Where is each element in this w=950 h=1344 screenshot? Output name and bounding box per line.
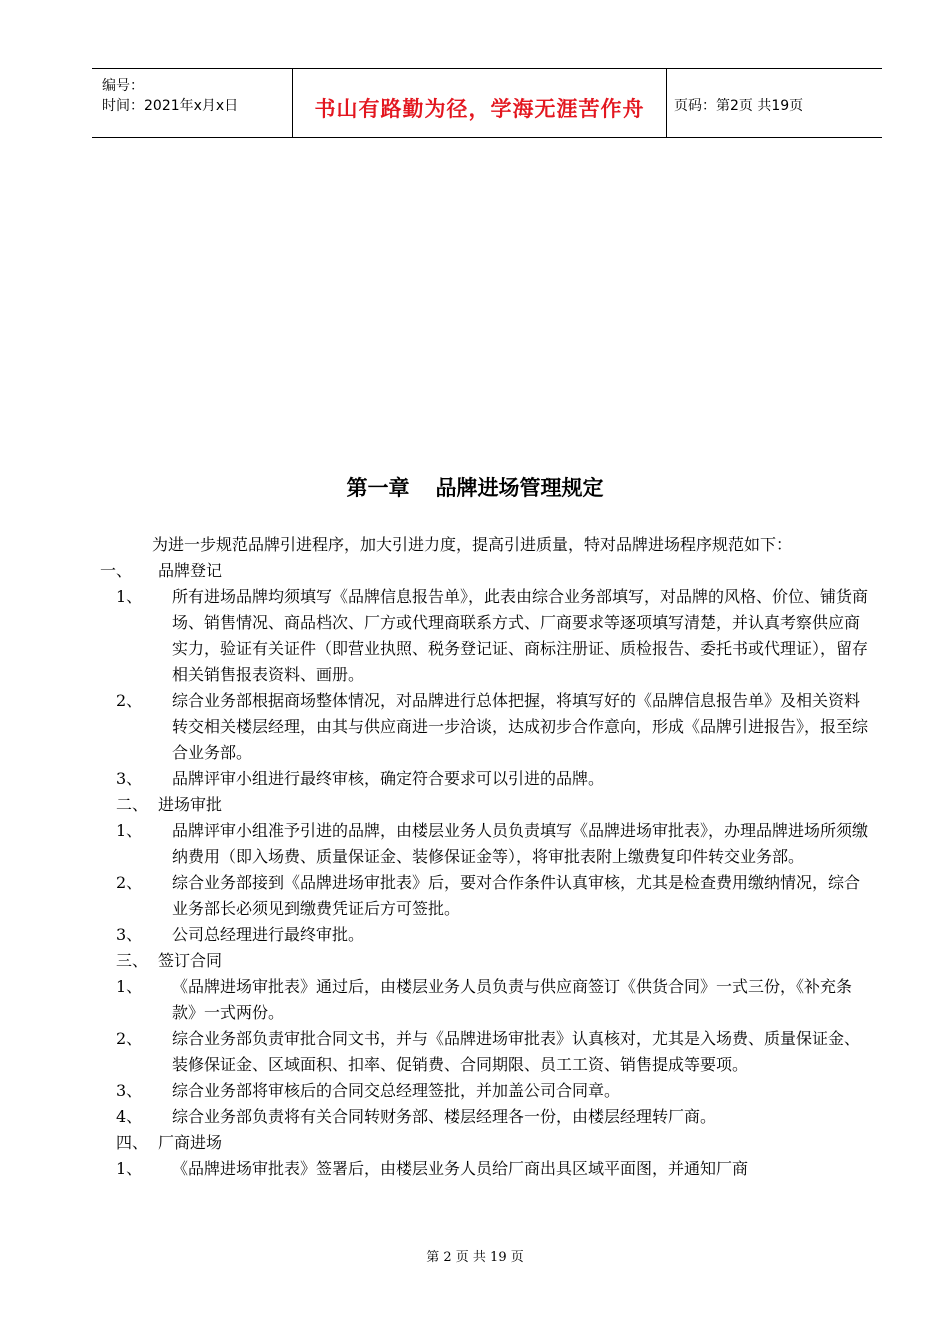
item-marker: 4、 bbox=[116, 1107, 143, 1126]
list-item bbox=[100, 1156, 875, 1182]
list-item bbox=[100, 584, 875, 688]
item-text: 综合业务部负责审批合同文书，并与《品牌进场审批表》认真核对，尤其是入场费、质量保证金、装修保证金、区域面积、扣率、促销费、合同期限、员工工资、销售提成等要项。 bbox=[172, 1029, 861, 1074]
section-title: 品牌登记 bbox=[158, 561, 223, 580]
item-text: 品牌评审小组进行最终审核，确定符合要求可以引进的品牌。 bbox=[172, 769, 605, 788]
list-item bbox=[100, 922, 875, 948]
section-heading bbox=[100, 948, 875, 974]
item-marker: 1、 bbox=[116, 587, 143, 606]
item-marker: 2、 bbox=[116, 873, 143, 892]
intro-paragraph: 为进一步规范品牌引进程序，加大引进力度，提高引进质量，特对品牌进场程序规范如下： bbox=[152, 535, 793, 554]
header-motto: 书山有路勤为径，学海无涯苦作舟 bbox=[314, 97, 645, 121]
list-item bbox=[100, 1104, 875, 1130]
page-footer: 第 2 页 共 19 页 bbox=[426, 1250, 524, 1265]
chapter-name: 品牌进场管理规定 bbox=[435, 476, 604, 500]
header-page-cell bbox=[666, 69, 882, 137]
section-heading bbox=[100, 1130, 875, 1156]
item-text: 《品牌进场审批表》签署后，由楼层业务人员给厂商出具区域平面图，并通知厂商 bbox=[172, 1159, 749, 1178]
item-text: 《品牌进场审批表》通过后，由楼层业务人员负责与供应商签订《供货合同》一式三份，《补充条款》一式两份。 bbox=[172, 977, 853, 1022]
header-page-info: 页码：第2页 共19页 bbox=[674, 98, 804, 114]
item-marker: 3、 bbox=[116, 1081, 143, 1100]
chapter-number: 第一章 bbox=[346, 476, 410, 500]
item-marker: 1、 bbox=[116, 821, 143, 840]
section-title: 厂商进场 bbox=[158, 1133, 223, 1152]
list-item bbox=[100, 1026, 875, 1078]
document-time-label: 时间：2021年x月x日 bbox=[102, 98, 239, 114]
header-left-cell bbox=[92, 69, 292, 137]
item-marker: 3、 bbox=[116, 925, 143, 944]
section-marker: 一、 bbox=[100, 561, 133, 580]
item-text: 综合业务部将审核后的合同交总经理签批，并加盖公司合同章。 bbox=[172, 1081, 621, 1100]
section-marker: 三、 bbox=[116, 951, 149, 970]
section-title: 签订合同 bbox=[158, 951, 223, 970]
list-item bbox=[100, 974, 875, 1026]
document-body bbox=[100, 532, 875, 1182]
list-item bbox=[100, 766, 875, 792]
list-item bbox=[100, 818, 875, 870]
item-text: 综合业务部根据商场整体情况，对品牌进行总体把握，将填写好的《品牌信息报告单》及相关资料转交相关楼层经理，由其与供应商进一步洽谈，达成初步合作意向，形成《品牌引进报告》，报至综合业务部。 bbox=[172, 691, 869, 762]
section-heading bbox=[100, 558, 875, 584]
page-header bbox=[92, 68, 882, 138]
section-title: 进场审批 bbox=[158, 795, 223, 814]
item-text: 公司总经理进行最终审批。 bbox=[172, 925, 365, 944]
section-marker: 二、 bbox=[116, 795, 149, 814]
list-item bbox=[100, 870, 875, 922]
item-marker: 2、 bbox=[116, 691, 143, 710]
item-text: 所有进场品牌均须填写《品牌信息报告单》，此表由综合业务部填写，对品牌的风格、价位、铺货商场、销售情况、商品档次、厂方或代理商联系方式、厂商要求等逐项填写清楚，并认真考察供应商实力，验证有关证件（即营业执照、税务登记证、商标注册证、质检报告、委托书或代理证），留存相关销售报表资料、画册。 bbox=[172, 587, 869, 684]
item-marker: 2、 bbox=[116, 1029, 143, 1048]
item-marker: 1、 bbox=[116, 977, 143, 996]
document-number-label: 编号： bbox=[102, 78, 144, 94]
chapter-title bbox=[0, 472, 950, 502]
list-item bbox=[100, 688, 875, 766]
section-heading bbox=[100, 792, 875, 818]
item-marker: 3、 bbox=[116, 769, 143, 788]
item-marker: 1、 bbox=[116, 1159, 143, 1178]
list-item bbox=[100, 1078, 875, 1104]
header-motto-cell bbox=[292, 69, 667, 137]
item-text: 综合业务部接到《品牌进场审批表》后，要对合作条件认真审核，尤其是检查费用缴纳情况，综合业务部长必须见到缴费凭证后方可签批。 bbox=[172, 873, 861, 918]
item-text: 综合业务部负责将有关合同转财务部、楼层经理各一份，由楼层经理转厂商。 bbox=[172, 1107, 717, 1126]
item-text: 品牌评审小组准予引进的品牌，由楼层业务人员负责填写《品牌进场审批表》，办理品牌进场所须缴纳费用（即入场费、质量保证金、装修保证金等），将审批表附上缴费复印件转交业务部。 bbox=[172, 821, 869, 866]
section-marker: 四、 bbox=[116, 1133, 149, 1152]
